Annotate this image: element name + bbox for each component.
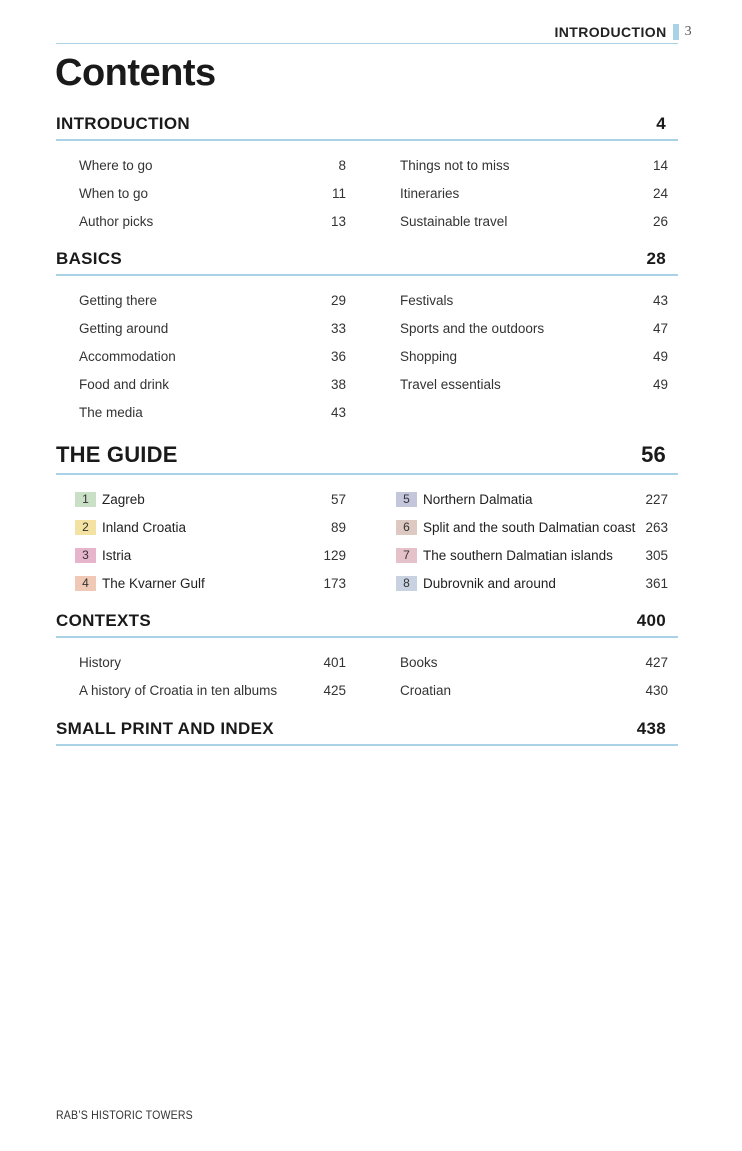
toc-entry-page: 26 xyxy=(652,213,668,229)
chapter-entry-label: Split and the south Dalmatian coast xyxy=(423,519,636,535)
chapter-number-badge: 8 xyxy=(396,576,417,591)
toc-entry[interactable] xyxy=(79,151,346,179)
chapter-entry[interactable] xyxy=(75,569,346,597)
chapter-entry-label: Inland Croatia xyxy=(102,519,187,535)
chapter-entry-label: Northern Dalmatia xyxy=(423,491,533,507)
toc-entry-page: 29 xyxy=(330,292,346,308)
chapter-entry-page: 227 xyxy=(645,491,668,507)
toc-entry-label: Author picks xyxy=(79,213,154,229)
chapter-number-badge: 2 xyxy=(75,520,96,535)
chapter-entry[interactable] xyxy=(396,541,668,569)
section-title: BASICS xyxy=(56,249,123,268)
left-column xyxy=(56,485,367,597)
toc-entry[interactable] xyxy=(400,676,668,704)
toc-entry[interactable] xyxy=(79,314,346,342)
toc-entry-label: Getting there xyxy=(79,292,158,308)
section-page: 28 xyxy=(646,249,666,268)
section-header[interactable] xyxy=(56,114,678,141)
toc-entry[interactable] xyxy=(400,314,668,342)
toc-entry-label: History xyxy=(79,654,122,670)
left-column xyxy=(56,648,367,704)
chapter-entry-label: Istria xyxy=(102,547,132,563)
page-title: Contents xyxy=(55,52,216,94)
chapter-number-badge: 5 xyxy=(396,492,417,507)
toc-entry[interactable] xyxy=(79,370,346,398)
section-guide xyxy=(56,442,678,597)
toc-entry[interactable] xyxy=(400,286,668,314)
chapter-entry-title xyxy=(75,576,205,591)
chapter-entry-page: 57 xyxy=(330,491,346,507)
chapter-entry-title xyxy=(396,576,556,591)
section-title: CONTEXTS xyxy=(56,611,151,630)
right-column xyxy=(367,286,678,426)
section-title: THE GUIDE xyxy=(56,442,178,467)
toc-entry[interactable] xyxy=(79,342,346,370)
chapter-entry[interactable] xyxy=(396,569,668,597)
toc-entry-page: 36 xyxy=(330,348,346,364)
left-column xyxy=(56,286,367,426)
toc-entry[interactable] xyxy=(79,207,346,235)
chapter-entry-page: 263 xyxy=(645,519,668,535)
toc-entry[interactable] xyxy=(400,207,668,235)
chapter-number-badge: 1 xyxy=(75,492,96,507)
page-number: 3 xyxy=(684,24,692,39)
toc-entry-label: Shopping xyxy=(400,348,458,364)
toc-entry[interactable] xyxy=(400,370,668,398)
chapter-entry[interactable] xyxy=(75,541,346,569)
chapter-entry[interactable] xyxy=(396,513,668,541)
right-column xyxy=(367,485,678,597)
header-rule xyxy=(56,43,678,44)
toc-entry-page: 11 xyxy=(331,185,346,201)
photo-caption: RAB’S HISTORIC TOWERS xyxy=(56,1108,193,1122)
toc-entry-page: 8 xyxy=(338,157,346,173)
section-header[interactable] xyxy=(56,249,678,276)
running-header-marker xyxy=(673,24,679,40)
section-page: 56 xyxy=(641,442,666,467)
chapter-number-badge: 6 xyxy=(396,520,417,535)
toc-entry-label: Getting around xyxy=(79,320,169,336)
chapter-entry-page: 305 xyxy=(645,547,668,563)
section-introduction xyxy=(56,114,678,235)
toc-entry-label: Sustainable travel xyxy=(400,213,508,229)
toc-entry-page: 24 xyxy=(652,185,668,201)
section-page: 4 xyxy=(656,114,666,133)
toc-entry[interactable] xyxy=(79,676,346,704)
toc-entry[interactable] xyxy=(79,179,346,207)
toc-entry[interactable] xyxy=(79,648,346,676)
toc-entry-label: Where to go xyxy=(79,157,153,173)
chapter-entry-title xyxy=(396,548,613,563)
toc-entry[interactable] xyxy=(400,151,668,179)
chapter-entry-label: Zagreb xyxy=(102,491,145,507)
chapter-entry-page: 89 xyxy=(330,519,346,535)
chapter-entry-label: The southern Dalmatian islands xyxy=(423,547,613,563)
toc-entry-page: 401 xyxy=(323,654,346,670)
section-title: SMALL PRINT AND INDEX xyxy=(56,719,274,738)
running-header-section: INTRODUCTION xyxy=(554,24,667,40)
section-page: 400 xyxy=(636,611,666,630)
toc-entry[interactable] xyxy=(400,179,668,207)
toc-entry-label: When to go xyxy=(79,185,149,201)
toc-entry[interactable] xyxy=(79,398,346,426)
toc-entry[interactable] xyxy=(400,648,668,676)
toc-entry-label: Travel essentials xyxy=(400,376,501,392)
toc-entry-page: 33 xyxy=(330,320,346,336)
section-basics xyxy=(56,249,678,426)
chapter-number-badge: 7 xyxy=(396,548,417,563)
chapter-entry[interactable] xyxy=(396,485,668,513)
section-title: INTRODUCTION xyxy=(56,114,190,133)
chapter-entry-title xyxy=(396,492,533,507)
toc-entry-page: 43 xyxy=(652,292,668,308)
toc-entry-page: 38 xyxy=(330,376,346,392)
toc-entry-page: 425 xyxy=(323,682,346,698)
left-column xyxy=(56,151,367,235)
chapter-entry-page: 129 xyxy=(323,547,346,563)
toc-entry-label: Sports and the outdoors xyxy=(400,320,545,336)
section-header[interactable] xyxy=(56,442,678,475)
toc-entry[interactable] xyxy=(400,342,668,370)
toc-entry-label: Accommodation xyxy=(79,348,176,364)
chapter-entry-title xyxy=(75,520,186,535)
chapter-entry[interactable] xyxy=(75,513,346,541)
toc-entry-label: Food and drink xyxy=(79,376,170,392)
toc-entry-page: 43 xyxy=(330,404,346,420)
toc-entry-page: 47 xyxy=(652,320,668,336)
chapter-entry-page: 173 xyxy=(323,575,346,591)
right-column xyxy=(367,151,678,235)
toc-entry-label: Croatian xyxy=(400,682,452,698)
toc-entry-page: 427 xyxy=(645,654,668,670)
section-contexts xyxy=(56,611,678,704)
chapter-entry[interactable] xyxy=(75,485,346,513)
toc-entry-label: Festivals xyxy=(400,292,454,308)
toc-entry-page: 49 xyxy=(652,376,668,392)
toc-entry-label: A history of Croatia in ten albums xyxy=(79,682,278,698)
chapter-entry-label: Dubrovnik and around xyxy=(423,575,556,591)
toc-entry-page: 49 xyxy=(652,348,668,364)
section-small-print xyxy=(56,719,678,746)
toc-entry[interactable] xyxy=(79,286,346,314)
toc-entry-label: Books xyxy=(400,654,438,670)
section-header[interactable] xyxy=(56,719,678,746)
chapter-number-badge: 3 xyxy=(75,548,96,563)
toc-entry-page: 13 xyxy=(330,213,346,229)
toc-entry-label: Itineraries xyxy=(400,185,460,201)
section-header[interactable] xyxy=(56,611,678,638)
chapter-entry-label: The Kvarner Gulf xyxy=(102,575,205,591)
chapter-entry-title xyxy=(75,492,145,507)
right-column xyxy=(367,648,678,704)
chapter-entry-title xyxy=(75,548,131,563)
toc-entry-label: The media xyxy=(79,404,143,420)
toc-entry-label: Things not to miss xyxy=(400,157,510,173)
chapter-entry-title xyxy=(396,520,635,535)
toc-entry-page: 430 xyxy=(645,682,668,698)
section-page: 438 xyxy=(636,719,666,738)
chapter-number-badge: 4 xyxy=(75,576,96,591)
running-header xyxy=(554,24,692,40)
toc-entry-page: 14 xyxy=(652,157,668,173)
chapter-entry-page: 361 xyxy=(645,575,668,591)
